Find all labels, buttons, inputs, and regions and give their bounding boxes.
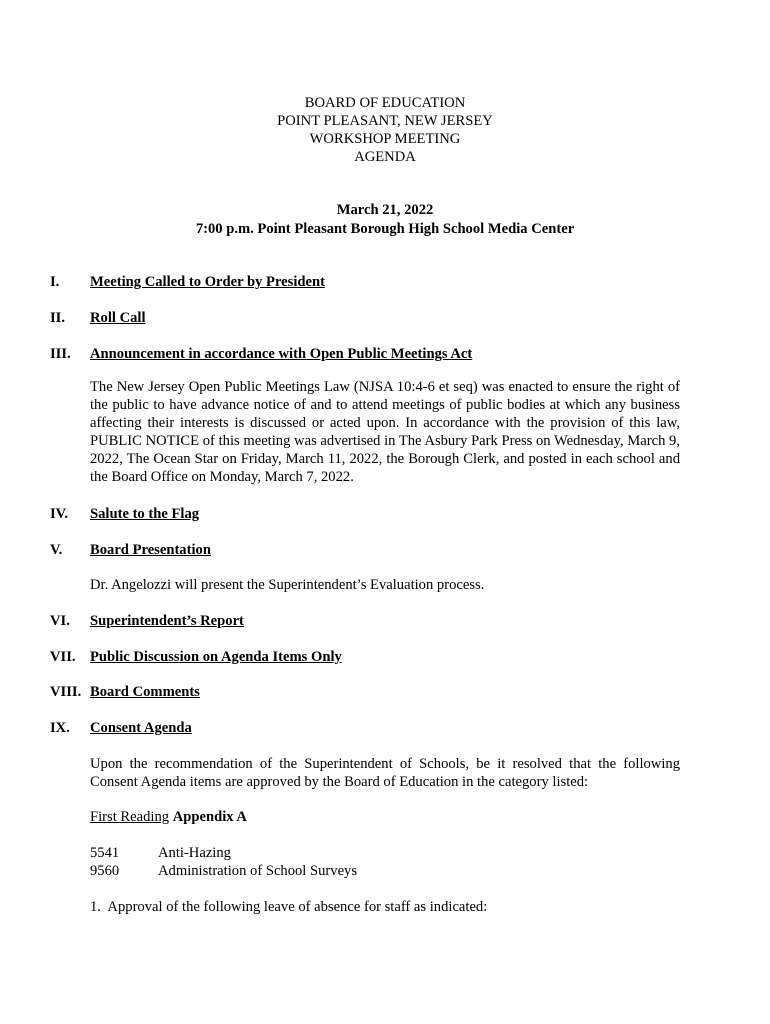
header-line-board: BOARD OF EDUCATION [304,95,466,111]
header-line-location: POINT PLEASANT, NEW JERSEY [277,113,493,129]
header-line-meeting-type: WORKSHOP MEETING [309,131,461,147]
policy-title: Anti-Hazing [158,845,231,861]
agenda-item-number: II. [50,310,66,326]
agenda-item-number: III. [50,346,71,362]
presentation-text: Dr. Angelozzi will present the Superintendent’s Evaluation process. [90,577,485,593]
first-reading-heading [90,808,247,826]
agenda-item-title: Meeting Called to Order by President [90,274,325,290]
header-line-agenda: AGENDA [354,149,416,165]
approval-leave-text: 1. Approval of the following leave of absence for staff as indicated: [90,899,488,915]
opma-announcement-text: The New Jersey Open Public Meetings Law (NJSA 10:4-6 et seq) was enacted to ensure the right of the public to have advance notice of and to attend meetings of public bodies at which any business affecting their interests is discussed or acted upon. In accordance with the provision of this law, PUBLIC NOTICE of this meeting was advertised in The Asbury Park Press on Wednesday, March 9, 2022, The Ocean Star on Friday, March 11, 2022, the Borough Clerk, and posted in each school and the Board Office on Monday, March 7, 2022. [90,379,680,486]
agenda-item-number: IV. [50,506,68,522]
appendix-label: Appendix A [172,809,247,825]
meeting-time-location: 7:00 p.m. Point Pleasant Borough High School Media Center [195,220,575,237]
policy-title: Administration of School Surveys [158,863,358,879]
policy-code: 5541 [90,845,120,861]
agenda-item-number: V. [50,542,63,558]
agenda-item-title: Superintendent’s Report [90,613,244,629]
agenda-item-number: IX. [50,720,70,736]
agenda-item-title: Roll Call [90,310,146,326]
agenda-item-title: Board Comments [90,684,200,700]
agenda-item-title: Public Discussion on Agenda Items Only [90,649,342,665]
meeting-date-block [0,201,770,238]
agenda-item-title: Salute to the Flag [90,506,200,522]
agenda-item-title: Board Presentation [90,542,211,558]
consent-agenda-text: Upon the recommendation of the Superintendent of Schools, be it resolved that the following Consent Agenda items are approved by the Board of Education in the category listed: [90,756,680,791]
policy-code: 9560 [90,863,120,879]
agenda-item-title: Consent Agenda [90,720,192,736]
agenda-item-number: I. [50,274,60,290]
first-reading-label: First Reading [90,809,170,825]
agenda-item-number: VIII. [50,684,82,700]
agenda-item-number: VI. [50,613,70,629]
agenda-item-number: VII. [50,649,76,665]
meeting-date: March 21, 2022 [336,202,434,218]
agenda-item-title: Announcement in accordance with Open Public Meetings Act [90,346,473,362]
document-header [0,94,770,166]
